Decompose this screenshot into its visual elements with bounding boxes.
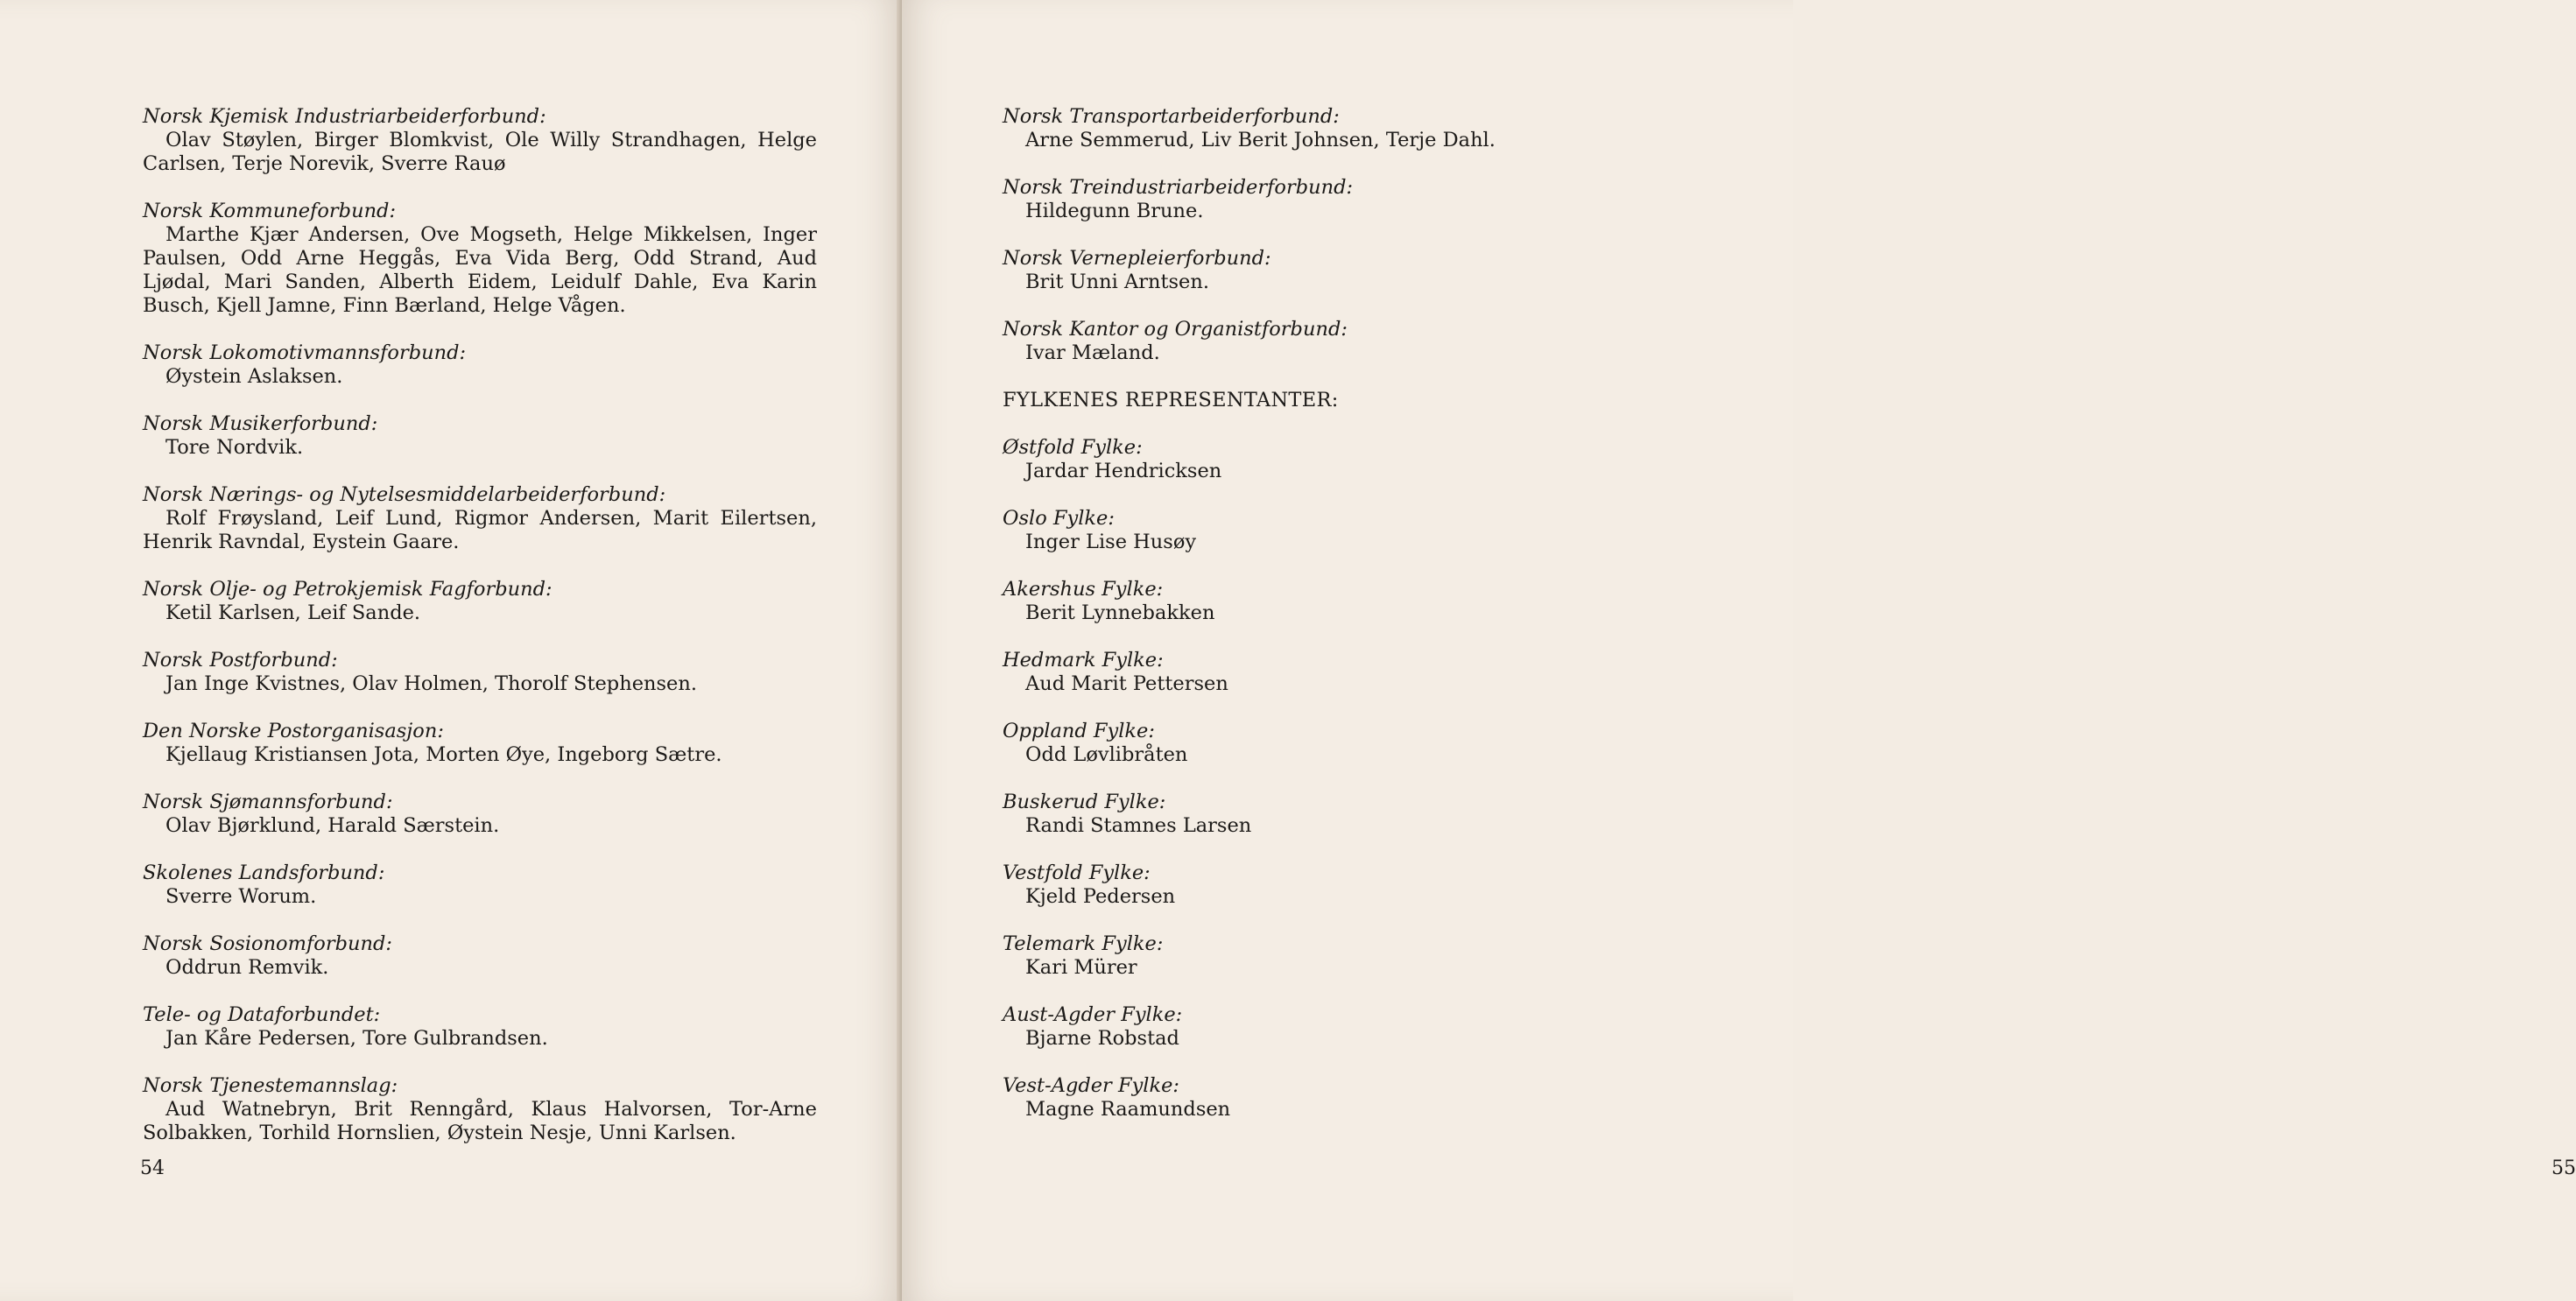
county-representative: Randi Stamnes Larsen xyxy=(1025,814,1252,837)
union-heading: Norsk Kommuneforbund: xyxy=(143,200,397,222)
union-heading: Norsk Tjenestemannslag: xyxy=(143,1074,398,1097)
county-representative: Kjeld Pedersen xyxy=(1025,885,1176,908)
union-entry xyxy=(143,105,817,176)
union-members: Kjellaug Kristiansen Jota, Morten Øye, Ingeborg Sætre. xyxy=(165,743,722,766)
union-entry xyxy=(1003,105,1545,152)
union-members: Tore Nordvik. xyxy=(165,436,304,459)
union-entry xyxy=(1003,247,1545,294)
union-heading: Norsk Sjømannsforbund: xyxy=(143,791,393,813)
county-entry xyxy=(1003,861,1545,909)
union-heading: Norsk Lokomotivmannsforbund: xyxy=(143,341,467,364)
county-representative: Magne Raamundsen xyxy=(1025,1098,1231,1121)
county-entry xyxy=(1003,649,1545,696)
union-members: Arne Semmerud, Liv Berit Johnsen, Terje Dahl. xyxy=(1025,129,1496,151)
right-column xyxy=(1003,105,1545,1122)
union-members: Jan Inge Kvistnes, Olav Holmen, Thorolf Stephensen. xyxy=(165,672,698,695)
left-page xyxy=(0,0,902,1301)
section-title: FYLKENES REPRESENTANTER: xyxy=(1003,389,1339,411)
union-entry xyxy=(143,412,817,460)
union-entry xyxy=(143,341,817,389)
union-members: Marthe Kjær Andersen, Ove Mogseth, Helge Mikkelsen, Inger Paulsen, Odd Arne Heggås, Eva Vida Berg, Odd Strand, Aud Ljødal, Mari Sanden, Alberth Eidem, Leidulf Dahle, Eva Karin Busch, Kjell Jamne, Finn Bærland, Helge Vågen. xyxy=(143,223,817,317)
county-entry xyxy=(1003,1074,1545,1122)
union-entry xyxy=(143,578,817,625)
union-heading: Norsk Postforbund: xyxy=(143,649,338,672)
union-entry xyxy=(143,1003,817,1051)
county-representative: Berit Lynnebakken xyxy=(1025,601,1215,624)
union-members: Aud Watnebryn, Brit Renngård, Klaus Halvorsen, Tor-Arne Solbakken, Torhild Hornslien, Øystein Nesje, Unni Karlsen. xyxy=(143,1098,817,1144)
county-heading: Akershus Fylke: xyxy=(1003,578,1164,601)
union-entry xyxy=(143,791,817,838)
union-entry xyxy=(143,1074,817,1145)
union-entry xyxy=(143,720,817,767)
county-representative: Kari Mürer xyxy=(1025,956,1137,979)
union-heading: Norsk Musikerforbund: xyxy=(143,412,378,435)
union-heading: Tele- og Dataforbundet: xyxy=(143,1003,381,1026)
union-members: Rolf Frøysland, Leif Lund, Rigmor Andersen, Marit Eilertsen, Henrik Ravndal, Eystein Gaare. xyxy=(143,507,817,553)
union-members: Ketil Karlsen, Leif Sande. xyxy=(165,601,421,624)
page-number-left: 54 xyxy=(140,1157,165,1179)
union-heading: Norsk Kantor og Organistforbund: xyxy=(1003,318,1348,341)
county-heading: Buskerud Fylke: xyxy=(1003,791,1166,813)
union-entry xyxy=(1003,176,1545,223)
county-heading: Vest-Agder Fylke: xyxy=(1003,1074,1180,1097)
union-members: Olav Bjørklund, Harald Særstein. xyxy=(165,814,500,837)
union-members: Øystein Aslaksen. xyxy=(165,365,343,388)
union-heading: Norsk Sosionomforbund: xyxy=(143,932,392,955)
union-members: Brit Unni Arntsen. xyxy=(1025,271,1210,293)
county-heading: Hedmark Fylke: xyxy=(1003,649,1164,672)
county-entry xyxy=(1003,791,1545,838)
county-heading: Aust-Agder Fylke: xyxy=(1003,1003,1183,1026)
union-heading: Norsk Treindustriarbeiderforbund: xyxy=(1003,176,1354,199)
county-heading: Oppland Fylke: xyxy=(1003,720,1155,742)
county-entry xyxy=(1003,507,1545,554)
union-entry xyxy=(143,483,817,554)
union-heading: Norsk Nærings- og Nytelsesmiddelarbeiderforbund: xyxy=(143,483,666,506)
county-representative: Inger Lise Husøy xyxy=(1025,531,1197,553)
county-entry xyxy=(1003,578,1545,625)
union-heading: Den Norske Postorganisasjon: xyxy=(143,720,444,742)
union-heading: Norsk Olje- og Petrokjemisk Fagforbund: xyxy=(143,578,553,601)
county-heading: Østfold Fylke: xyxy=(1003,436,1143,459)
union-heading: Skolenes Landsforbund: xyxy=(143,861,385,884)
county-heading: Vestfold Fylke: xyxy=(1003,861,1151,884)
county-entry xyxy=(1003,436,1545,483)
union-heading: Norsk Vernepleierforbund: xyxy=(1003,247,1271,270)
union-entry xyxy=(143,649,817,696)
union-entry xyxy=(143,200,817,318)
page-number-right: 55 xyxy=(2551,1157,2576,1179)
union-members: Hildegunn Brune. xyxy=(1025,200,1204,222)
union-heading: Norsk Transportarbeiderforbund: xyxy=(1003,105,1340,128)
union-heading: Norsk Kjemisk Industriarbeiderforbund: xyxy=(143,105,546,128)
county-heading: Oslo Fylke: xyxy=(1003,507,1115,530)
county-representative: Jardar Hendricksen xyxy=(1025,460,1222,482)
union-members: Oddrun Remvik. xyxy=(165,956,329,979)
county-entry xyxy=(1003,932,1545,980)
union-members: Sverre Worum. xyxy=(165,885,317,908)
union-entry xyxy=(1003,318,1545,365)
union-members: Jan Kåre Pedersen, Tore Gulbrandsen. xyxy=(165,1027,548,1050)
county-entry xyxy=(1003,1003,1545,1051)
county-representative: Odd Løvlibråten xyxy=(1025,743,1188,766)
union-entry xyxy=(143,932,817,980)
county-heading: Telemark Fylke: xyxy=(1003,932,1164,955)
county-representative: Aud Marit Pettersen xyxy=(1025,672,1228,695)
union-members: Ivar Mæland. xyxy=(1025,341,1160,364)
left-column xyxy=(143,105,817,1145)
union-entry xyxy=(143,861,817,909)
section-title-wrap xyxy=(1003,389,1545,412)
county-representative: Bjarne Robstad xyxy=(1025,1027,1179,1050)
union-members: Olav Støylen, Birger Blomkvist, Ole Willy Strandhagen, Helge Carlsen, Terje Norevik, Sverre Rauø xyxy=(143,129,817,175)
county-entry xyxy=(1003,720,1545,767)
